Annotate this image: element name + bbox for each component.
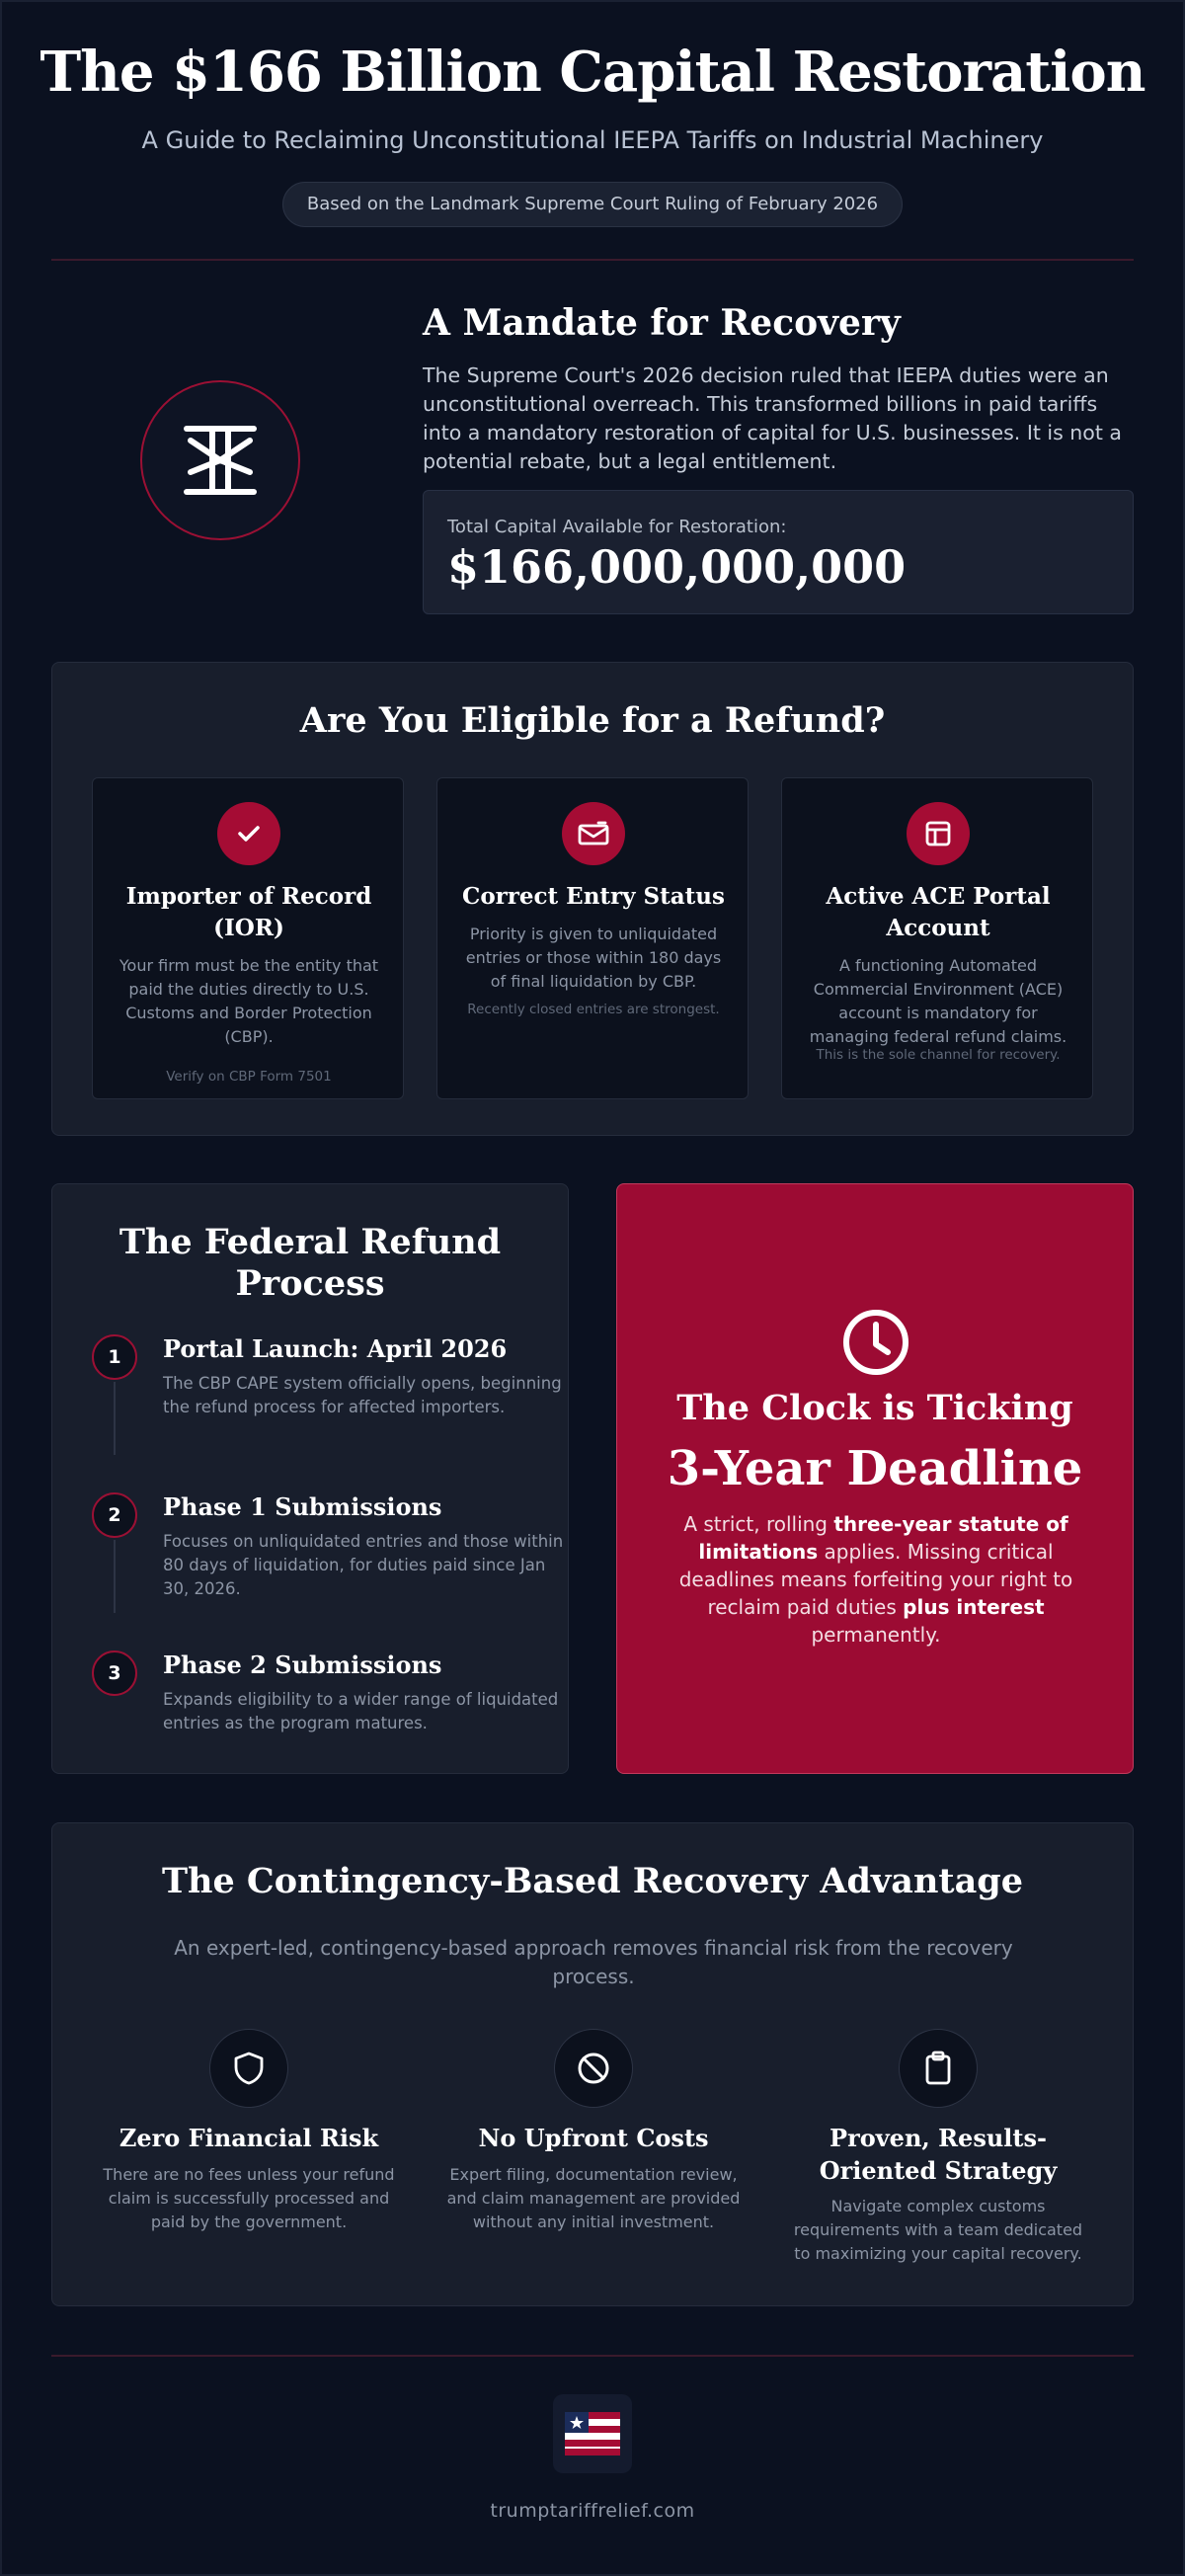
step-body: Focuses on unliquidated entries and those within 80 days of liquidation, for duties paid since Jan 30, 2026. [163, 1532, 564, 1598]
step-number: 2 [92, 1492, 137, 1538]
card-title: Importer of Record (IOR) [125, 883, 372, 941]
dashboard-icon [907, 802, 970, 865]
advantage-title: The Contingency-Based Recovery Advantage [161, 1861, 1023, 1901]
card-note: This is the sole channel for recovery. [816, 1047, 1061, 1063]
eligibility-title: Are You Eligible for a Refund? [299, 700, 886, 741]
page-subtitle: A Guide to Reclaiming Unconstitutional IEEPA Tariffs on Industrial Machinery [141, 126, 1044, 154]
step-body: Expands eligibility to a wider range of liquidated entries as the program matures. [163, 1690, 559, 1732]
step-body: The CBP CAPE system officially opens, beginning the refund process for affected importers. [163, 1374, 562, 1416]
shield-icon [209, 2029, 288, 2108]
advantage-item-body: There are no fees unless your refund claim is successfully processed and paid by the government. [103, 2165, 395, 2231]
card-title: Correct Entry Status [462, 883, 725, 910]
card-note: Recently closed entries are strongest. [467, 1002, 720, 1017]
advantage-item-title: No Upfront Costs [478, 2124, 709, 2152]
envelope-icon [562, 802, 625, 865]
us-flag-icon [553, 2394, 632, 2473]
capital-value: $166,000,000,000 [447, 540, 907, 594]
advantage-item-title: Proven, Results-Oriented Strategy [819, 2124, 1058, 2185]
deadline-body: A strict, rolling three-year statute of limitations applies. Missing critical deadlines means forfeiting your right to reclaim paid duties plus interest permanently. [678, 1512, 1073, 1647]
process-title: The Federal Refund Process [118, 1222, 502, 1304]
step-number: 1 [92, 1334, 137, 1380]
advantage-subtitle: An expert-led, contingency-based approach removes financial risk from the recovery process. [174, 1936, 1013, 1988]
eligibility-card-ior [92, 777, 404, 1099]
footer-url[interactable]: trumptariffrelief.com [490, 2500, 695, 2522]
advantage-item-title: Zero Financial Risk [118, 2124, 379, 2152]
step-title: Portal Launch: April 2026 [163, 1334, 508, 1363]
eligibility-card-ace-account [781, 777, 1093, 1099]
process-panel [51, 1183, 569, 1774]
footer-divider [51, 2355, 1134, 2357]
ruling-pill: Based on the Landmark Supreme Court Ruling of February 2026 [282, 182, 903, 227]
eligibility-card-entry-status [436, 777, 749, 1099]
advantage-panel [51, 1822, 1134, 2306]
step-number: 3 [92, 1650, 137, 1696]
card-note: Verify on CBP Form 7501 [166, 1069, 332, 1085]
card-body: A functioning Automated Commercial Environment (ACE) account is mandatory for managing federal refund claims. [809, 956, 1067, 1046]
checkmark-icon [217, 802, 280, 865]
capital-box [423, 490, 1134, 614]
step-connector [114, 1382, 116, 1455]
deadline-title: The Clock is Ticking [676, 1388, 1073, 1428]
capital-label: Total Capital Available for Restoration: [447, 517, 787, 537]
step-title: Phase 2 Submissions [163, 1650, 442, 1679]
step-connector [114, 1540, 116, 1613]
card-body: Your firm must be the entity that paid the duties directly to U.S. Customs and Border Protection (CBP). [118, 956, 379, 1046]
page-title: The $166 Billion Capital Restoration [40, 40, 1146, 105]
pillar-seal-icon [140, 380, 300, 540]
step-title: Phase 1 Submissions [163, 1492, 442, 1521]
advantage-item-body: Navigate complex customs requirements with a team dedicated to maximizing your capital recovery. [793, 2197, 1083, 2263]
deadline-panel [616, 1183, 1134, 1774]
eligibility-panel [51, 662, 1134, 1136]
deadline-value: 3-Year Deadline [667, 1441, 1083, 1496]
prohibited-icon [554, 2029, 633, 2108]
advantage-item-body: Expert filing, documentation review, and claim management are provided without any initial investment. [446, 2165, 741, 2231]
card-body: Priority is given to unliquidated entries or those within 180 days of final liquidation by CBP. [465, 925, 722, 991]
clock-icon [840, 1307, 911, 1382]
clipboard-icon [899, 2029, 978, 2108]
mandate-body: The Supreme Court's 2026 decision ruled that IEEPA duties were an unconstitutional overreach. This transformed billions in paid tariffs into a mandatory restoration of capital for U.S. businesses. It is not a potential rebate, but a legal entitlement. [423, 363, 1122, 473]
header-divider [51, 259, 1134, 261]
mandate-title: A Mandate for Recovery [423, 302, 901, 344]
card-title: Active ACE Portal Account [826, 883, 1051, 941]
